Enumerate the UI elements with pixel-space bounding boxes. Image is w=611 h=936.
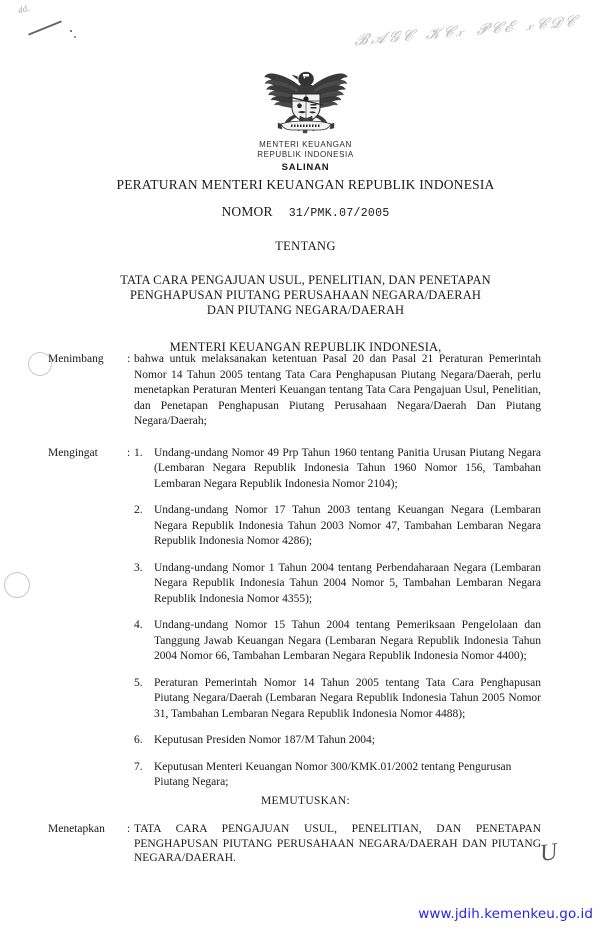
legal-basis-item-text: Keputusan Menteri Keuangan Nomor 300/KMK.01/2002 tentang Pengurusan Piutang Negara; [154, 760, 512, 788]
document-title-line-3: DAN PIUTANG NEGARA/DAERAH [206, 303, 405, 317]
tentang-label: TENTANG [275, 239, 336, 253]
legal-basis-item-text: Undang-undang Nomor 15 Tahun 2004 tentang Pemeriksaan Pengelolaan dan Tanggung Jawab Keuangan Negara (Lembaran Negara Republik Indonesia Tahun 2004 Nomor 66, Tambahan Lembaran Negara Republik Indonesia Nomor 4400); [154, 619, 541, 662]
legal-basis-item [134, 733, 541, 749]
legal-basis-item-number: 3. [134, 561, 143, 574]
regulation-heading: PERATURAN MENTERI KEUANGAN REPUBLIK INDONESIA [116, 177, 495, 192]
mengingat-label: Mengingat [48, 446, 98, 459]
document-title [0, 273, 611, 318]
scan-speck-artifact [74, 36, 76, 38]
handwritten-paraph: U [538, 838, 559, 868]
legal-basis-item-text: Undang-undang Nomor 17 Tahun 2003 tentang Keuangan Negara (Lembaran Negara Republik Indonesia Tahun 2003 Nomor 47, Tambahan Lembaran Negara Republik Indonesia Nomor 4286); [154, 504, 541, 547]
legal-basis-item [134, 561, 541, 608]
hole-punch-mark [4, 572, 30, 598]
jdih-footer-url[interactable]: www.jdih.kemenkeu.go.id [418, 906, 593, 922]
ministry-line-2: REPUBLIK INDONESIA [257, 150, 354, 159]
garuda-pancasila-emblem [263, 68, 349, 138]
menimbang-text: bahwa untuk melaksanakan ketentuan Pasal 20 dan Pasal 21 Peraturan Pemerintah Nomor 14 Tahun 2005 tentang Tata Cara Penghapusan Piutang Negara/Daerah, perlu menetapkan Peraturan Menteri Keuangan tentang Tata Cara Pengajuan Usul, Penelitian, dan Penetapan Penghapusan Piutang Perusahaan Negara/Daerah Dan Piutang Negara/Daerah; [134, 353, 541, 427]
nomor-label: NOMOR [221, 204, 273, 219]
handwritten-scribble-top-left: dd. [16, 2, 31, 16]
scan-speck-artifact [70, 30, 72, 32]
menetapkan-colon: : [127, 823, 131, 835]
legal-basis-item-number: 6. [134, 734, 143, 746]
legal-basis-item [134, 676, 541, 723]
mengingat-clause [48, 446, 541, 791]
legal-basis-item-number: 2. [134, 504, 143, 516]
legal-basis-item-number: 4. [134, 619, 143, 631]
document-title-line-1: TATA CARA PENGAJUAN USUL, PENELITIAN, DAN PENETAPAN [120, 273, 491, 287]
legal-basis-item-number: 5. [134, 676, 143, 689]
menetapkan-clause [48, 822, 541, 866]
handwritten-note-top-right: 𝓑𝓐𝓖𝓒 𝓚𝓒𝓍 𝓟𝓒𝓔 𝓍𝓒𝓓𝓒 [343, 13, 579, 51]
menetapkan-label: Menetapkan [48, 823, 105, 835]
pen-stroke-artifact [28, 20, 62, 35]
memutuskan-heading: MEMUTUSKAN: [261, 795, 350, 807]
legal-basis-item [134, 446, 541, 493]
legal-basis-item [134, 618, 541, 665]
legal-basis-item-text: Peraturan Pemerintah Nomor 14 Tahun 2005 tentang Tata Cara Penghapusan Piutang Negara/Daerah (Lembaran Negara Republik Indonesia Tahun 2005 Nomor 31, Tambahan Lembaran Negara Republik Indonesia Nomor 4488); [154, 676, 541, 720]
legal-basis-item-text: Keputusan Presiden Nomor 187/M Tahun 2004; [154, 734, 375, 746]
legal-basis-item-number: 7. [134, 760, 143, 773]
document-header [0, 140, 611, 355]
legal-basis-item-number: 1. [134, 446, 143, 459]
legal-basis-item [134, 503, 541, 550]
menimbang-clause [48, 352, 541, 430]
menimbang-colon: : [127, 353, 131, 365]
salinan-label: SALINAN [281, 162, 330, 173]
regulation-number-line [0, 204, 611, 220]
legal-basis-item-text: Undang-undang Nomor 1 Tahun 2004 tentang Perbendaharaan Negara (Lembaran Negara Republik Indonesia Tahun 2004 Nomor 5, Tambahan Lembaran Negara Republik Indonesia Nomor 4355); [154, 561, 541, 605]
legal-basis-item-text: Undang-undang Nomor 49 Prp Tahun 1960 tentang Panitia Urusan Piutang Negara (Lembaran Negara Republik Indonesia Tahun 1960 Nomor 156, Tambahan Lembaran Negara Republik Indonesia Nomor 2104); [154, 446, 541, 490]
menetapkan-text: TATA CARA PENGAJUAN USUL, PENELITIAN, DAN PENETAPAN PENGHAPUSAN PIUTANG PERUSAHAAN NEGARA/DAERAH DAN PIUTANG NEGARA/DAERAH. [134, 823, 541, 864]
legal-basis-list [134, 446, 541, 791]
mengingat-colon: : [127, 446, 131, 459]
document-body [48, 352, 541, 791]
mengingat-list [134, 446, 541, 791]
issuing-authority: MENTERI KEUANGAN REPUBLIK INDONESIA, [169, 340, 442, 354]
menimbang-label: Menimbang [48, 353, 104, 365]
document-title-line-2: PENGHAPUSAN PIUTANG PERUSAHAAN NEGARA/DAERAH [130, 288, 481, 302]
nomor-value: 31/PMK.07/2005 [288, 207, 390, 220]
legal-basis-item [134, 760, 541, 791]
ministry-line-1: MENTERI KEUANGAN [259, 140, 352, 149]
